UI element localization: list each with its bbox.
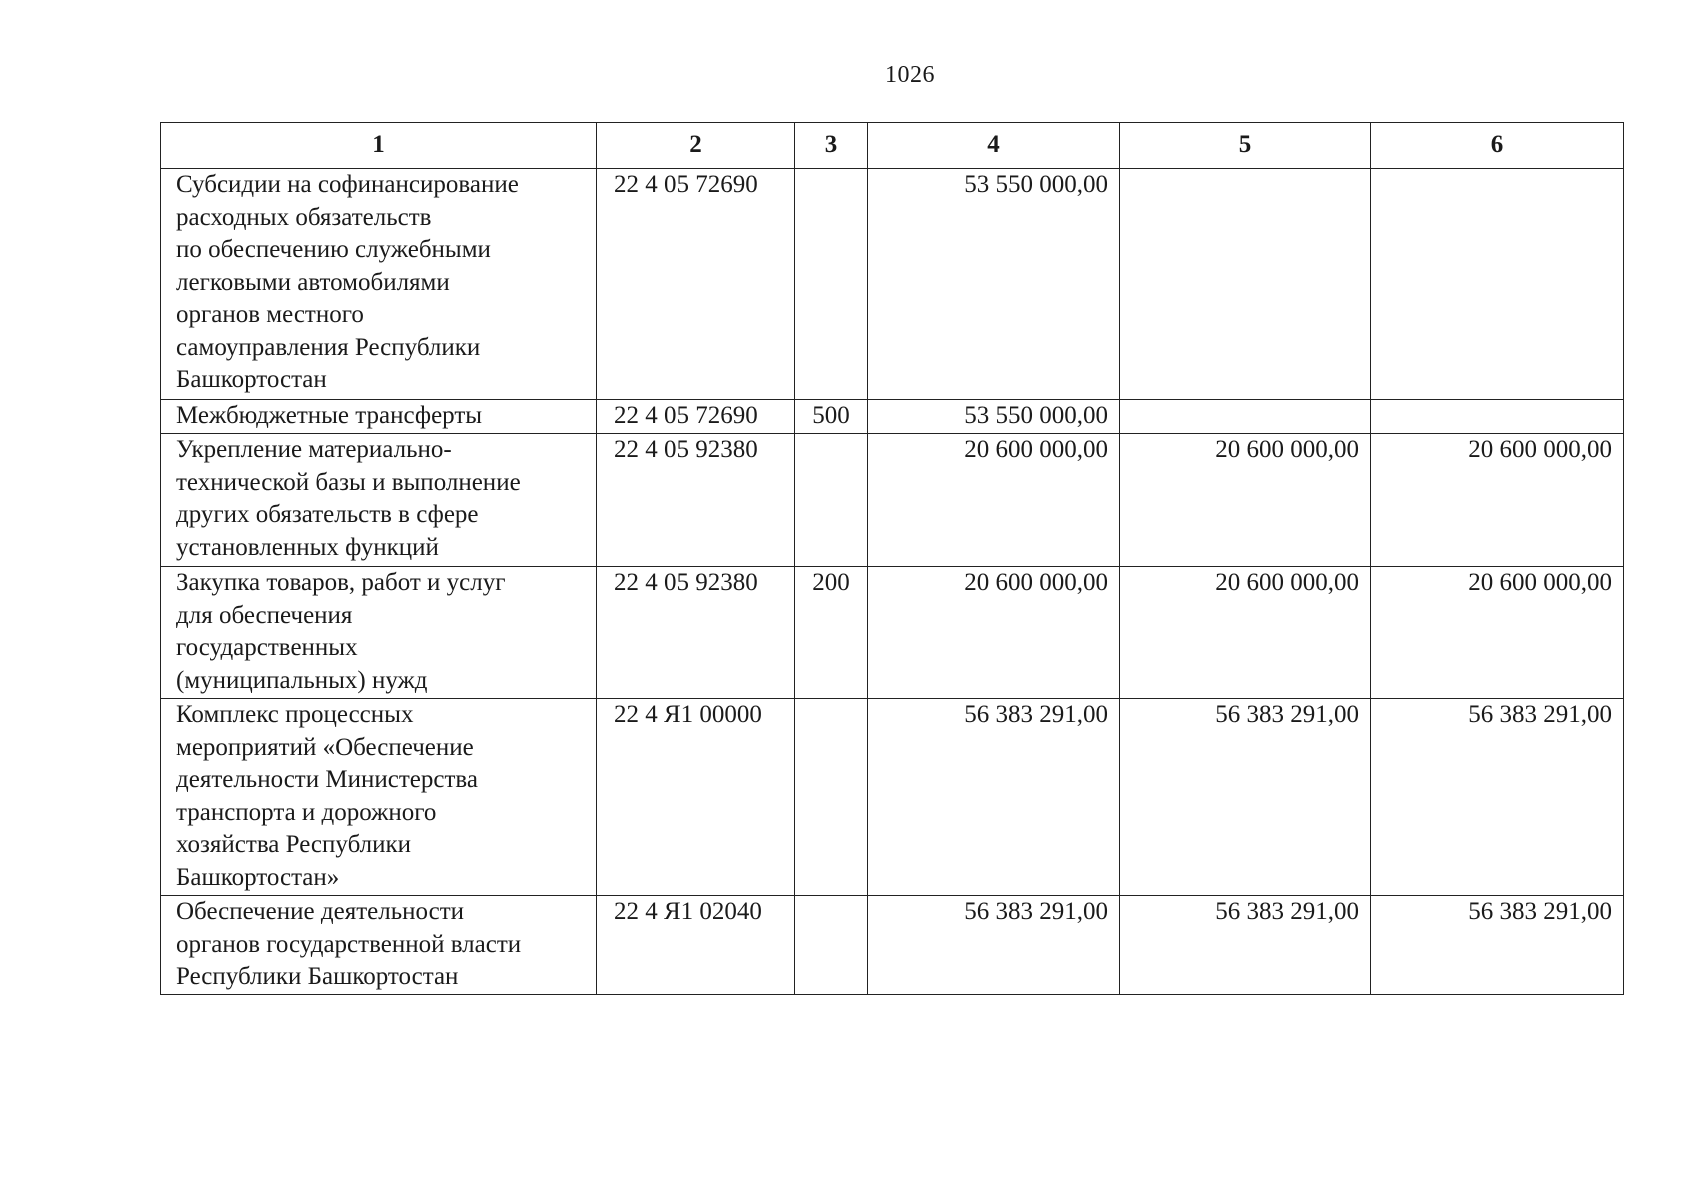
row-amount-col5 (1120, 400, 1371, 434)
column-header-1: 1 (161, 123, 597, 169)
table-row (161, 567, 1624, 699)
row-amount-col5: 56 383 291,00 (1120, 699, 1371, 896)
column-header-5: 5 (1120, 123, 1371, 169)
row-amount-col6: 56 383 291,00 (1371, 699, 1624, 896)
row-expense-type (795, 169, 868, 400)
row-name: Обеспечение деятельности органов государственной власти Республики Башкортостан (161, 896, 597, 995)
row-amount-col6: 20 600 000,00 (1371, 567, 1624, 699)
row-code: 22 4 05 92380 (597, 567, 795, 699)
row-amount-col4: 56 383 291,00 (868, 896, 1120, 995)
row-amount-col4: 56 383 291,00 (868, 699, 1120, 896)
column-header-4: 4 (868, 123, 1120, 169)
row-expense-type (795, 434, 868, 567)
row-amount-col4: 20 600 000,00 (868, 567, 1120, 699)
table-row (161, 699, 1624, 896)
row-amount-col5: 20 600 000,00 (1120, 434, 1371, 567)
row-name: Укрепление материально- технической базы и выполнение других обязательств в сфере установленных функций (161, 434, 597, 567)
row-amount-col5 (1120, 169, 1371, 400)
column-header-2: 2 (597, 123, 795, 169)
column-header-6: 6 (1371, 123, 1624, 169)
budget-table (160, 122, 1624, 995)
row-amount-col6: 20 600 000,00 (1371, 434, 1624, 567)
column-header-3: 3 (795, 123, 868, 169)
header-row (161, 123, 1624, 169)
row-name: Комплекс процессных мероприятий «Обеспечение деятельности Министерства транспорта и дорожного хозяйства Республики Башкортостан» (161, 699, 597, 896)
table-row (161, 400, 1624, 434)
row-code: 22 4 Я1 02040 (597, 896, 795, 995)
row-code: 22 4 05 72690 (597, 169, 795, 400)
row-code: 22 4 05 92380 (597, 434, 795, 567)
row-amount-col5: 56 383 291,00 (1120, 896, 1371, 995)
table-row (161, 896, 1624, 995)
row-code: 22 4 05 72690 (597, 400, 795, 434)
table-row (161, 169, 1624, 400)
row-code: 22 4 Я1 00000 (597, 699, 795, 896)
row-amount-col6: 56 383 291,00 (1371, 896, 1624, 995)
row-amount-col5: 20 600 000,00 (1120, 567, 1371, 699)
row-name: Закупка товаров, работ и услуг для обеспечения государственных (муниципальных) нужд (161, 567, 597, 699)
row-amount-col6 (1371, 400, 1624, 434)
row-name: Субсидии на софинансирование расходных обязательств по обеспечению служебными легковыми автомобилями органов местного самоуправления Республики Башкортостан (161, 169, 597, 400)
row-expense-type (795, 896, 868, 995)
row-name: Межбюджетные трансферты (161, 400, 597, 434)
row-amount-col6 (1371, 169, 1624, 400)
page-number: 1026 (885, 62, 935, 88)
table-row (161, 434, 1624, 567)
row-expense-type: 200 (795, 567, 868, 699)
row-expense-type (795, 699, 868, 896)
row-amount-col4: 53 550 000,00 (868, 400, 1120, 434)
row-expense-type: 500 (795, 400, 868, 434)
row-amount-col4: 53 550 000,00 (868, 169, 1120, 400)
row-amount-col4: 20 600 000,00 (868, 434, 1120, 567)
